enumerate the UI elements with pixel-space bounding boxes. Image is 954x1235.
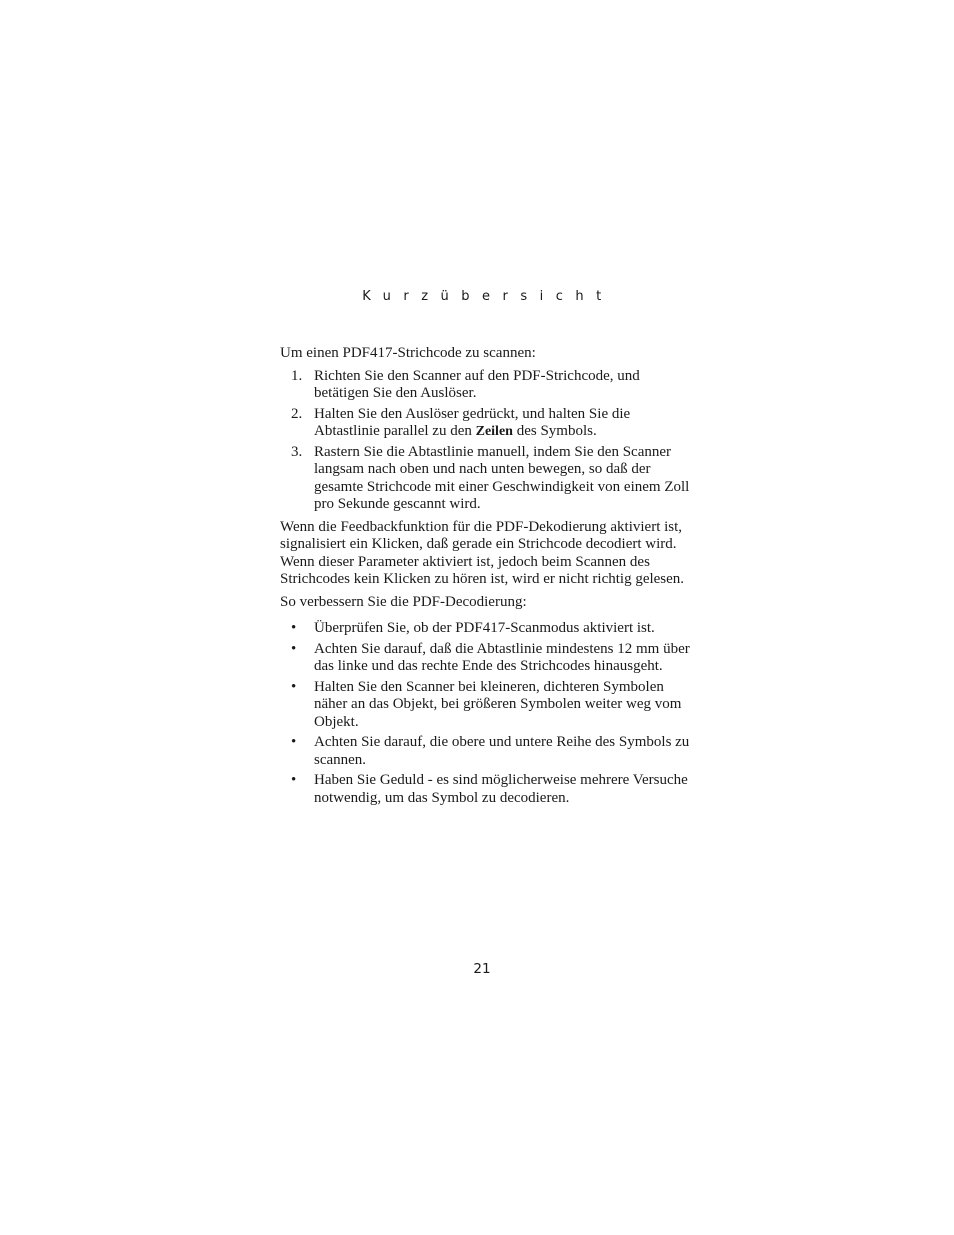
step-number: 1.: [291, 367, 303, 384]
step-emphasis: Zeilen: [475, 424, 513, 439]
tip-item: [280, 679, 692, 732]
step-text-after: des Symbols.: [512, 423, 597, 439]
tip-text: Überprüfen Sie, ob der PDF417-Scanmodus aktiviert ist.: [314, 620, 655, 636]
step-number: 2.: [291, 405, 303, 422]
tip-item: [280, 734, 692, 769]
step-number: 3.: [291, 443, 303, 460]
tip-item: [280, 620, 692, 638]
tip-text: Achten Sie darauf, die obere und untere Reihe des Symbols zu scannen.: [314, 734, 690, 768]
step-text: Rastern Sie die Abtastlinie manuell, indem Sie den Scanner langsam nach oben und nach unten bewegen, so daß der gesamte Strichcode mit einer Geschwindigkeit von einem Zoll pro Sekunde gescannt wird.: [314, 443, 690, 512]
tip-text: Haben Sie Geduld - es sind möglicherweise mehrere Versuche notwendig, um das Symbol zu decodieren.: [314, 772, 688, 806]
improve-intro: So verbessern Sie die PDF-Decodierung:: [280, 593, 527, 610]
bullet-icon: •: [291, 734, 297, 750]
page-number: 21: [473, 961, 491, 977]
step-item: [280, 406, 692, 441]
intro-text: Um einen PDF417-Strichcode zu scannen:: [280, 345, 536, 361]
step-text: Richten Sie den Scanner auf den PDF-Strichcode, und betätigen Sie den Auslöser.: [314, 367, 640, 401]
step-text: Halten Sie den Auslöser gedrückt, und halten Sie die Abtastlinie parallel zu den: [314, 405, 631, 439]
tip-text: Halten Sie den Scanner bei kleineren, dichteren Symbolen näher an das Objekt, bei größeren Symbolen weiter weg vom Objekt.: [314, 678, 682, 730]
bullet-icon: •: [291, 620, 297, 636]
step-item: [280, 368, 692, 403]
bullet-icon: •: [291, 678, 297, 695]
bullet-icon: •: [291, 772, 297, 788]
scan-steps-list: [280, 368, 692, 514]
running-header: Kurzübersicht: [362, 289, 614, 304]
step-item: [280, 444, 692, 514]
tip-text: Achten Sie darauf, daß die Abtastlinie mindestens 12 mm über das linke und das rechte Ende des Strichcodes hinausgeht.: [314, 640, 690, 674]
bullet-icon: •: [291, 640, 297, 657]
feedback-paragraph: Wenn die Feedbackfunktion für die PDF-Dekodierung aktiviert ist, signalisiert ein Klicken, daß gerade ein Strichcode decodiert wird. Wenn dieser Parameter aktiviert ist, jedoch beim Scannen des Strichcodes kein Klicken zu hören ist, wird er nicht richtig gelesen.: [280, 518, 685, 587]
tips-list: [280, 620, 692, 807]
tip-item: [280, 641, 692, 676]
tip-item: [280, 772, 692, 807]
page-body: [280, 345, 692, 812]
